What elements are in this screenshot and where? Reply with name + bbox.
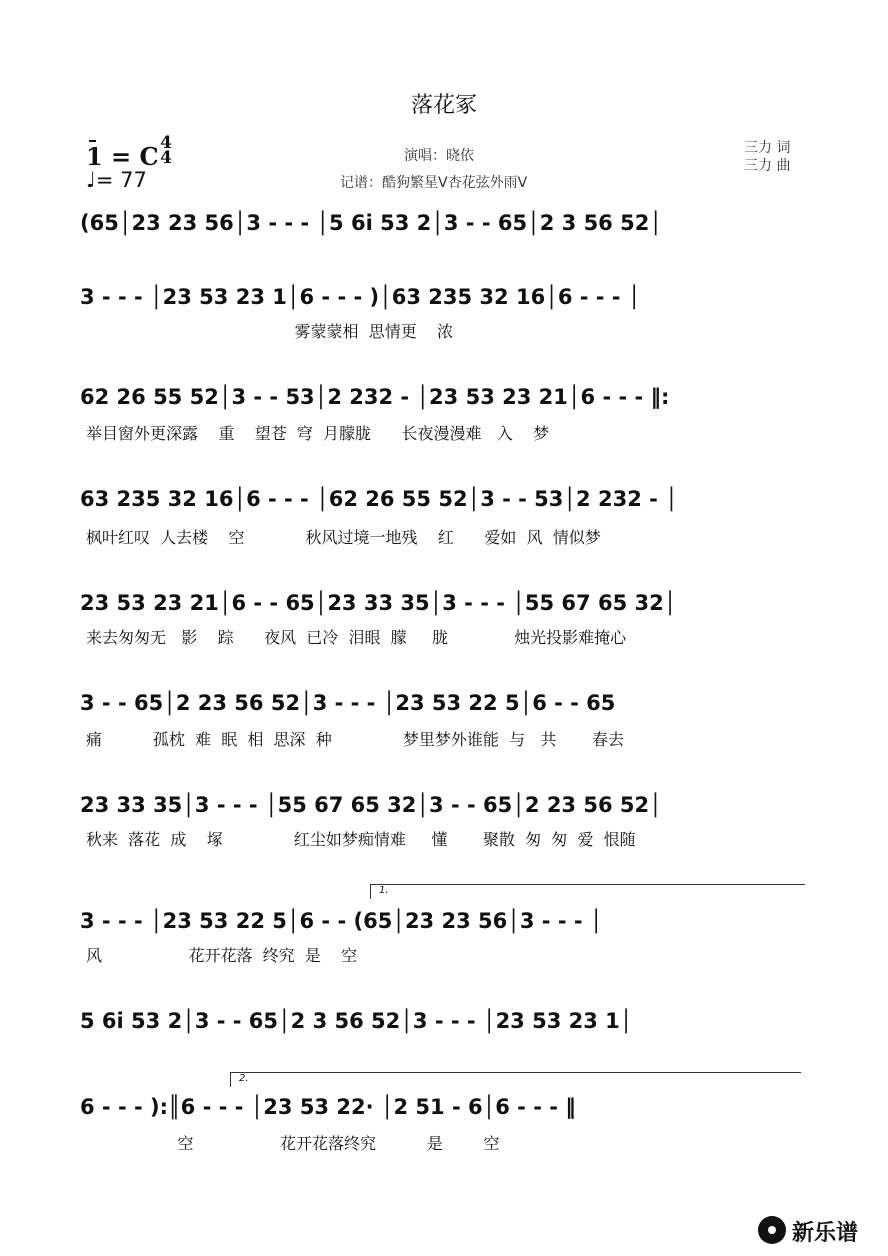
volta-bracket-2 (230, 1072, 801, 1087)
key-prefix: 1 (86, 142, 103, 171)
meter-bottom: 4 (160, 148, 172, 168)
notation-row: 3 - - - │23 53 22 5│6 - - (65│23 23 56│3 - - - │ (80, 909, 603, 933)
site-watermark (758, 1208, 878, 1248)
tempo-marking: ♩= 77 (86, 168, 147, 192)
volta-bracket-1 (370, 884, 805, 899)
notation-row: 6 - - - ):║6 - - - │23 53 22· │2 51 - 6│6 - - - ‖ (80, 1095, 576, 1119)
lyric-row: 来去匆匆无 影 踪 夜风 已冷 泪眼 朦 胧 烛光投影难掩心 (86, 628, 627, 647)
lyric-row: 痛 孤枕 难 眠 相 思深 种 梦里梦外谁能 与 共 春去 (86, 730, 624, 749)
time-signature (156, 133, 176, 168)
lyric-row: 空 花开花落终究 是 空 (86, 1134, 500, 1153)
watermark-text: 新乐谱 (792, 1221, 859, 1246)
volta-label: 1. (379, 885, 389, 896)
lyric-row: 秋来 落花 成 塚 红尘如梦痴情难 懂 聚散 匆 匆 爱 恨随 (86, 830, 636, 849)
notation-row: 23 53 23 21│6 - - 65│23 33 35│3 - - - │55 67 65 32│ (80, 591, 677, 615)
notation-row: 3 - - 65│2 23 56 52│3 - - - │23 53 22 5│6 - - 65 (80, 691, 616, 715)
key-rest: = C (102, 142, 159, 171)
lyric-row: 举目窗外更深露 重 望苍 穹 月朦胧 长夜漫漫难 入 梦 (86, 424, 550, 443)
transcriber-credit: 记谱：酷狗繁星V杏花弦外雨V (340, 175, 528, 191)
notation-row: 3 - - - │23 53 23 1│6 - - - )│63 235 32 16│6 - - - │ (80, 285, 641, 309)
notation-row: 23 33 35│3 - - - │55 67 65 32│3 - - 65│2 23 56 52│ (80, 793, 662, 817)
volta-label: 2. (239, 1073, 249, 1084)
song-title: 落花冢 (410, 93, 477, 118)
key-signature (86, 142, 159, 171)
notation-row: (65│23 23 56│3 - - - │5 6i 53 2│3 - - 65│2 3 56 52│ (80, 211, 662, 235)
singer-credit: 演唱：晓依 (404, 148, 474, 164)
notation-row: 5 6i 53 2│3 - - 65│2 3 56 52│3 - - - │23 53 23 1│ (80, 1009, 633, 1033)
lyricist-credit: 三力 词 (744, 140, 791, 156)
lyric-row: 枫叶红叹 人去楼 空 秋风过境一地残 红 爱如 风 情似梦 (86, 528, 601, 547)
meter-top: 4 (160, 133, 172, 153)
notation-row: 63 235 32 16│6 - - - │62 26 55 52│3 - - 53│2 232 - │ (80, 487, 678, 511)
vinyl-record-icon (758, 1216, 786, 1244)
composer-credit: 三力 曲 (744, 158, 791, 174)
notation-row: 62 26 55 52│3 - - 53│2 232 - │23 53 23 21│6 - - - ‖: (80, 385, 670, 409)
lyric-row: 雾蒙蒙相 思情更 浓 (86, 322, 454, 341)
lyric-row: 风 花开花落 终究 是 空 (86, 946, 358, 965)
